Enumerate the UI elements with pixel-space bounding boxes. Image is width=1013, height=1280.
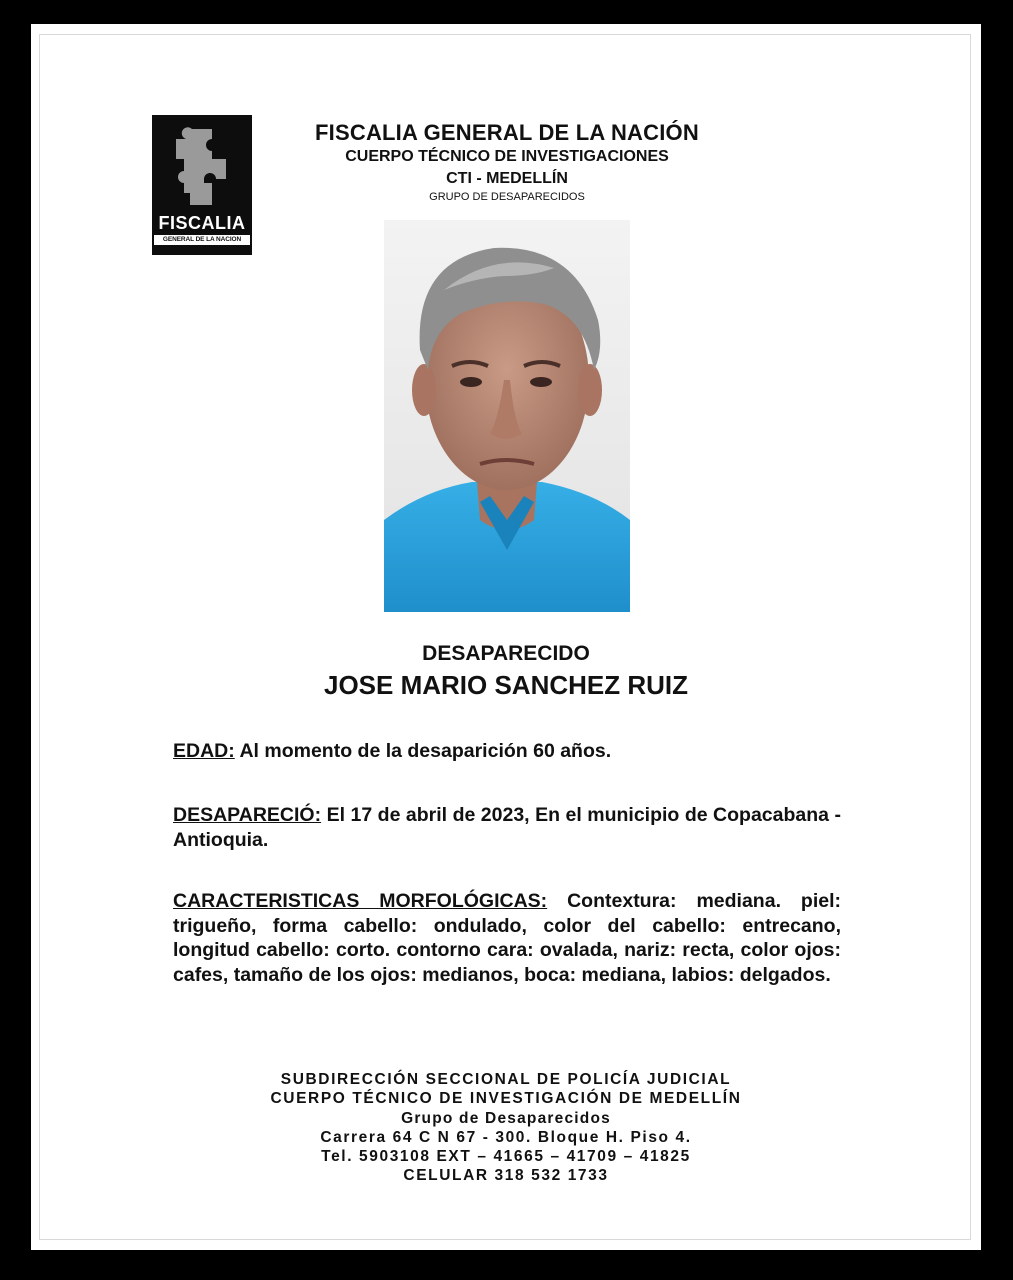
person-photo	[384, 220, 630, 612]
disappearance-section	[173, 803, 841, 852]
status-heading: DESAPARECIDO	[422, 642, 590, 665]
characteristics-label: CARACTERISTICAS MORFOLÓGICAS:	[173, 890, 548, 912]
contact-footer	[31, 1070, 981, 1186]
puzzle-piece-icon	[174, 125, 230, 209]
logo-wordmark: FISCALIA	[158, 213, 246, 233]
disappearance-text: El 17 de abril de 2023, En el municipio de Copacabana - Antioquia.	[173, 804, 841, 851]
logo-subtitle: GENERAL DE LA NACION	[154, 235, 250, 245]
characteristics-text: Contextura: mediana. piel: trigueño, forma cabello: ondulado, color del cabello: entrecano, longitud cabello: corto. contorno cara: ovalada, nariz: recta, color ojos: cafes, tamaño de los ojos: medianos, boca: mediana, labios: delgados.	[173, 890, 841, 986]
footer-line-2: CUERPO TÉCNICO DE INVESTIGACIÓN DE MEDELLÍN	[270, 1090, 742, 1108]
footer-phone: Tel. 5903108 EXT – 41665 – 41709 – 41825	[321, 1148, 691, 1166]
characteristics-section	[173, 889, 841, 987]
fiscalia-logo	[152, 115, 252, 255]
missing-person-poster	[31, 24, 981, 1250]
header	[251, 120, 763, 204]
institution-office: CTI - MEDELLÍN	[446, 170, 568, 187]
footer-cellphone: CELULAR 318 532 1733	[403, 1167, 609, 1185]
institution-title: FISCALIA GENERAL DE LA NACIÓN	[315, 120, 699, 145]
footer-address: Carrera 64 C N 67 - 300. Bloque H. Piso 4.	[320, 1128, 692, 1146]
age-text: Al momento de la desaparición 60 años.	[234, 740, 612, 762]
age-label: EDAD:	[173, 740, 235, 762]
age-section	[173, 739, 841, 764]
person-name: JOSE MARIO SANCHEZ RUIZ	[323, 670, 689, 700]
footer-line-1: SUBDIRECCIÓN SECCIONAL DE POLICÍA JUDICIAL	[280, 1071, 732, 1088]
institution-group: GRUPO DE DESAPARECIDOS	[429, 191, 585, 203]
person-portrait	[384, 220, 630, 612]
footer-line-3: Grupo de Desaparecidos	[401, 1109, 611, 1127]
disappearance-label: DESAPARECIÓ:	[173, 804, 322, 826]
institution-subtitle: CUERPO TÉCNICO DE INVESTIGACIONES	[345, 148, 669, 165]
